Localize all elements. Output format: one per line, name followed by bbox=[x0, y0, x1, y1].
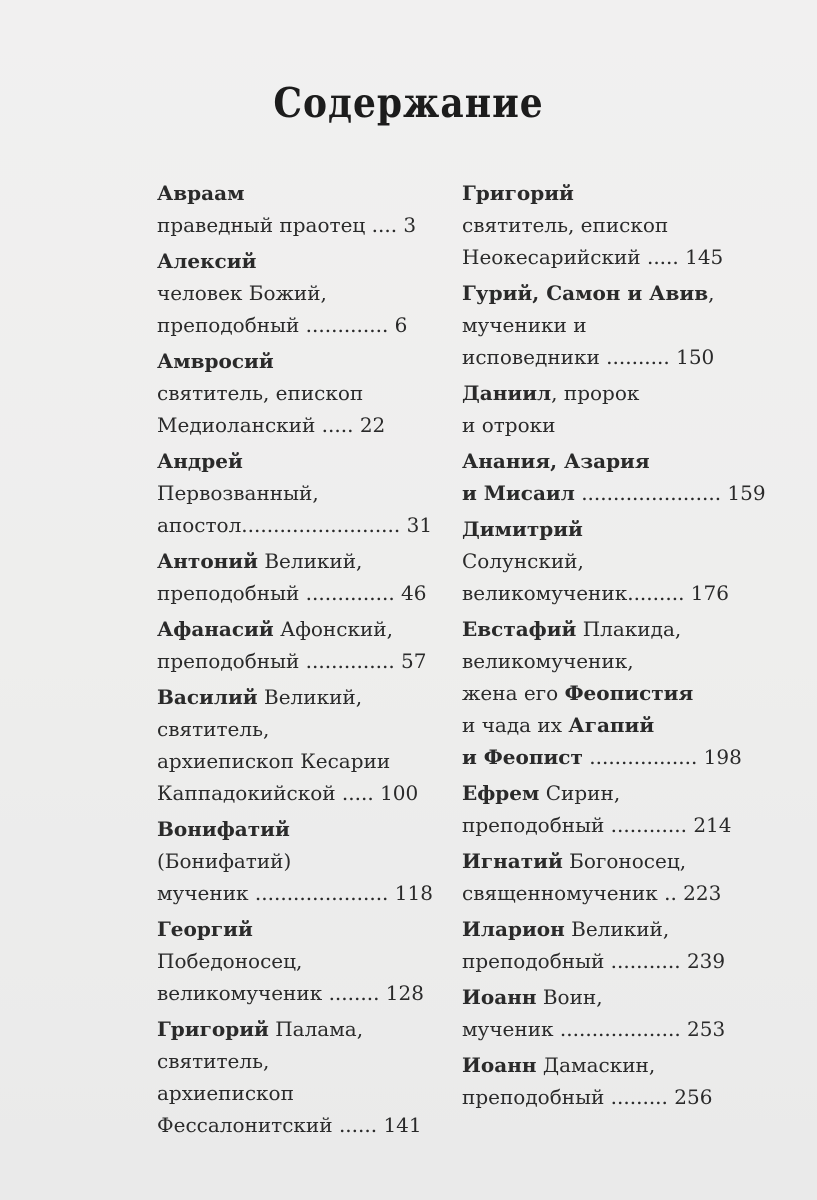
toc-entry bbox=[462, 913, 726, 977]
saint-name: Василий bbox=[157, 685, 258, 709]
saint-name: Амвросий bbox=[157, 349, 274, 373]
entry-line: человек Божий, bbox=[157, 281, 327, 305]
toc-entry bbox=[157, 813, 433, 909]
entry-line: святитель, bbox=[157, 717, 270, 741]
toc-entry bbox=[157, 613, 427, 677]
toc-entry bbox=[462, 445, 766, 509]
saint-name: и Феопист bbox=[462, 745, 583, 769]
entry-line: святитель, bbox=[157, 1049, 270, 1073]
entry-text: Великий, bbox=[257, 549, 363, 573]
entry-line: великомученик, bbox=[462, 649, 634, 673]
saint-name: Григорий bbox=[157, 1017, 269, 1041]
entry-line: праведный праотец .... 3 bbox=[157, 213, 417, 237]
toc-entry bbox=[462, 513, 729, 609]
entry-text: , пророк bbox=[551, 381, 640, 405]
saint-name: Димитрий bbox=[462, 517, 583, 541]
entry-line: преподобный ........... 239 bbox=[462, 949, 726, 973]
saint-name: Антоний bbox=[157, 549, 258, 573]
toc-entry bbox=[157, 1013, 422, 1141]
entry-line: Первозванный, bbox=[157, 481, 319, 505]
entry-text: ................. 198 bbox=[582, 745, 742, 769]
entry-line: Фессалонитский ...... 141 bbox=[157, 1113, 422, 1137]
toc-entry bbox=[157, 177, 422, 241]
entry-text: Великий, bbox=[564, 917, 670, 941]
entry-text: и чада их bbox=[462, 713, 569, 737]
toc-entry bbox=[462, 177, 722, 273]
entry-line: Солунский, bbox=[462, 549, 584, 573]
toc-entry bbox=[157, 681, 422, 809]
entry-line: Каппадокийской ..... 100 bbox=[157, 781, 419, 805]
entry-text: Палама, bbox=[268, 1017, 364, 1041]
entry-line: Победоносец, bbox=[157, 949, 303, 973]
toc-entry bbox=[462, 277, 722, 373]
toc-entry bbox=[157, 445, 433, 541]
entry-line: архиепископ bbox=[157, 1081, 294, 1105]
saint-name: Иоанн bbox=[462, 1053, 537, 1077]
toc-entry bbox=[462, 377, 722, 441]
entry-line: Медиоланский ..... 22 bbox=[157, 413, 386, 437]
toc-entry bbox=[462, 845, 722, 909]
entry-line: апостол......................... 31 bbox=[157, 513, 433, 537]
entry-line: преподобный .............. 46 bbox=[157, 581, 427, 605]
entry-text: Афонский, bbox=[273, 617, 393, 641]
toc-entry bbox=[462, 613, 742, 773]
page-title: Содержание bbox=[273, 78, 544, 128]
entry-line: святитель, епископ bbox=[157, 381, 364, 405]
entry-line: мученики и bbox=[462, 313, 587, 337]
entry-line: исповедники .......... 150 bbox=[462, 345, 715, 369]
entry-line: архиепископ Кесарии bbox=[157, 749, 391, 773]
entry-text: Богоносец, bbox=[562, 849, 687, 873]
saint-name: Григорий bbox=[462, 181, 574, 205]
entry-line: преподобный ............. 6 bbox=[157, 313, 408, 337]
toc-right-column bbox=[462, 177, 766, 1117]
saint-name: Агапий bbox=[568, 713, 655, 737]
entry-line: мученик ..................... 118 bbox=[157, 881, 433, 905]
saint-name: и Мисаил bbox=[462, 481, 575, 505]
saint-name: Даниил bbox=[462, 381, 552, 405]
toc-entry bbox=[462, 1049, 722, 1113]
saint-name: Игнатий bbox=[462, 849, 563, 873]
saint-name: Георгий bbox=[157, 917, 253, 941]
saint-name: Андрей bbox=[157, 449, 243, 473]
entry-text: Плакида, bbox=[576, 617, 682, 641]
entry-line: Неокесарийский ..... 145 bbox=[462, 245, 724, 269]
toc-left-column bbox=[157, 177, 433, 1145]
saint-name: Иоанн bbox=[462, 985, 537, 1009]
saint-name: Алексий bbox=[157, 249, 257, 273]
saint-name: Вонифатий bbox=[157, 817, 290, 841]
entry-line: великомученик......... 176 bbox=[462, 581, 729, 605]
entry-line: святитель, епископ bbox=[462, 213, 669, 237]
entry-line: преподобный ......... 256 bbox=[462, 1085, 713, 1109]
saint-name: Евстафий bbox=[462, 617, 577, 641]
entry-line: мученик ................... 253 bbox=[462, 1017, 726, 1041]
entry-text: Воин, bbox=[536, 985, 603, 1009]
entry-line: священномученик .. 223 bbox=[462, 881, 722, 905]
saint-name: Феопистия bbox=[564, 681, 694, 705]
entry-text: ...................... 159 bbox=[574, 481, 766, 505]
saint-name: Анания, Азария bbox=[462, 449, 650, 473]
toc-entry bbox=[462, 981, 726, 1045]
entry-text: жена его bbox=[462, 681, 565, 705]
saint-name: Афанасий bbox=[157, 617, 274, 641]
toc-entry bbox=[157, 545, 427, 609]
saint-name: Гурий, Самон и Авив bbox=[462, 281, 709, 305]
entry-text: Сирин, bbox=[539, 781, 621, 805]
toc-entry bbox=[157, 345, 422, 441]
entry-text: Великий, bbox=[257, 685, 363, 709]
entry-line: преподобный .............. 57 bbox=[157, 649, 427, 673]
toc-entry bbox=[157, 913, 422, 1009]
entry-line: (Бонифатий) bbox=[157, 849, 292, 873]
entry-text: , bbox=[708, 281, 715, 305]
entry-line: и отроки bbox=[462, 413, 556, 437]
saint-name: Ефрем bbox=[462, 781, 540, 805]
saint-name: Иларион bbox=[462, 917, 565, 941]
saint-name: Авраам bbox=[157, 181, 245, 205]
toc-entry bbox=[462, 777, 732, 841]
toc-entry bbox=[157, 245, 422, 341]
entry-line: великомученик ........ 128 bbox=[157, 981, 424, 1005]
entry-text: Дамаскин, bbox=[536, 1053, 656, 1077]
entry-line: преподобный ............ 214 bbox=[462, 813, 732, 837]
